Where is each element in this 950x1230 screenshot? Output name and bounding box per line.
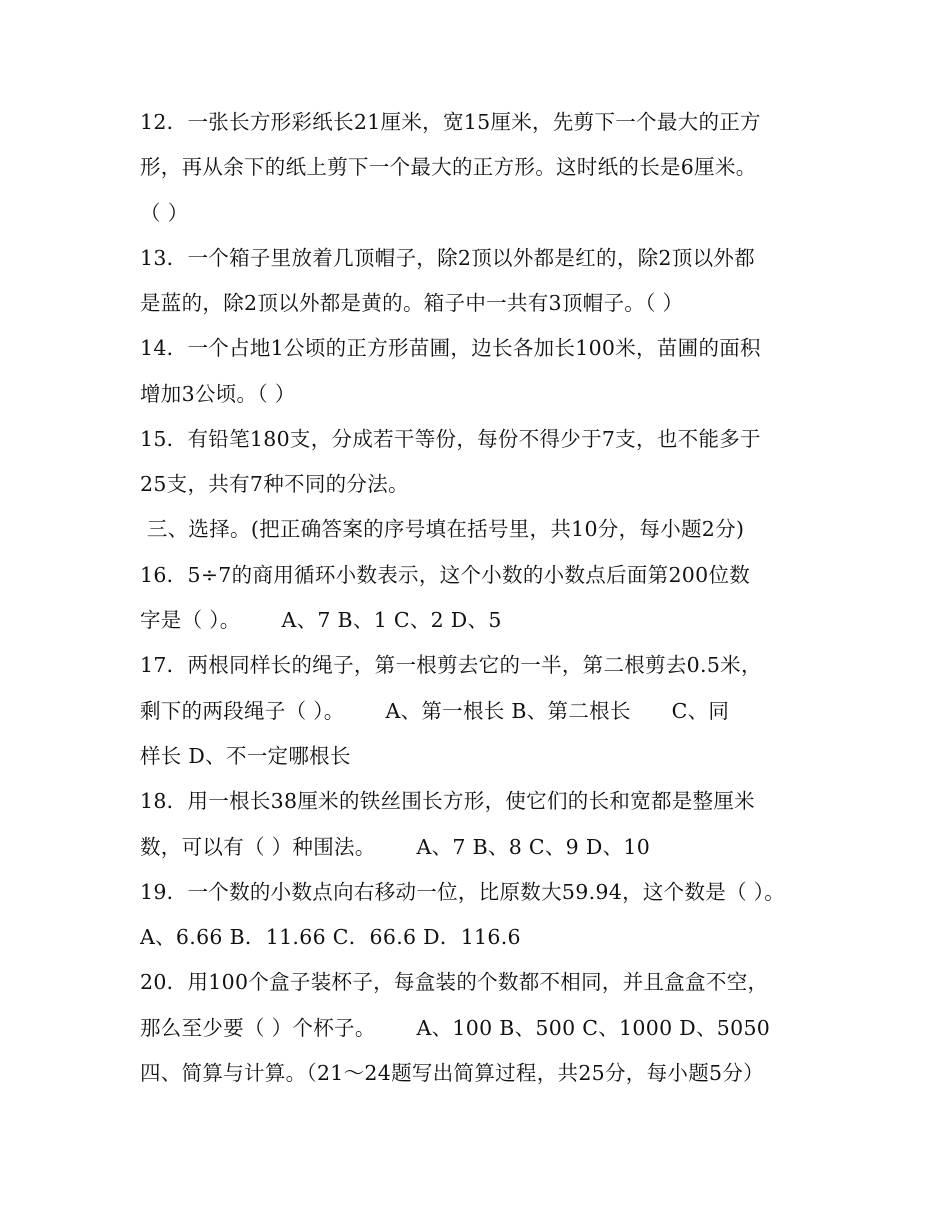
- question-16-line-2: 字是（ ）。 A、7 B、1 C、2 D、5: [140, 608, 502, 632]
- question-18-line-2: 数，可以有（ ）种围法。 A、7 B、8 C、9 D、10: [140, 835, 651, 859]
- question-18-line-1: 18．用一根长38厘米的铁丝围长方形，使它们的长和宽都是整厘米: [140, 789, 755, 813]
- question-19-line-2: A、6.66 B．11.66 C．66.6 D．116.6: [140, 925, 521, 949]
- question-14-line-1: 14．一个占地1公顷的正方形苗圃，边长各加长100米，苗圃的面积: [140, 336, 761, 360]
- question-15-line-1: 15．有铅笔180支，分成若干等份，每份不得少于7支，也不能多于: [140, 427, 761, 451]
- question-19-line-1: 19．一个数的小数点向右移动一位，比原数大59.94，这个数是（ ）。: [140, 880, 786, 904]
- question-16-line-1: 16．5÷7的商用循环小数表示，这个小数的小数点后面第200位数: [140, 563, 751, 587]
- question-20-line-2: 那么至少要（ ）个杯子。 A、100 B、500 C、1000 D、5050: [140, 1016, 771, 1040]
- question-13-line-1: 13．一个箱子里放着几顶帽子，除2顶以外都是红的，除2顶以外都: [140, 246, 755, 270]
- question-12-line-3: （ ）: [140, 201, 189, 225]
- question-17-line-2: 剩下的两段绳子（ ）。 A、第一根长 B、第二根长 C、同: [140, 699, 730, 723]
- question-15-line-2: 25支，共有7种不同的分法。: [140, 472, 409, 496]
- question-20-line-1: 20．用100个盒子装杯子，每盒装的个数都不相同，并且盒盒不空，: [140, 970, 769, 994]
- section-three-heading: 三、选择。(把正确答案的序号填在括号里，共10分，每小题2分): [140, 517, 745, 541]
- question-17-line-1: 17．两根同样长的绳子，第一根剪去它的一半，第二根剪去0.5米，: [140, 653, 762, 677]
- question-14-line-2: 增加3公顷。（ ）: [140, 382, 296, 406]
- question-13-line-2: 是蓝的，除2顶以外都是黄的。箱子中一共有3顶帽子。（ ）: [140, 291, 684, 315]
- question-17-line-3: 样长 D、不一定哪根长: [140, 744, 351, 768]
- section-four-heading: 四、简算与计算。（21～24题写出简算过程，共25分，每小题5分）: [140, 1061, 764, 1085]
- question-12-line-2: 形，再从余下的纸上剪下一个最大的正方形。这时纸的长是6厘米。: [140, 155, 757, 179]
- question-12-line-1: 12．一张长方形彩纸长21厘米，宽15厘米，先剪下一个最大的正方: [140, 110, 761, 134]
